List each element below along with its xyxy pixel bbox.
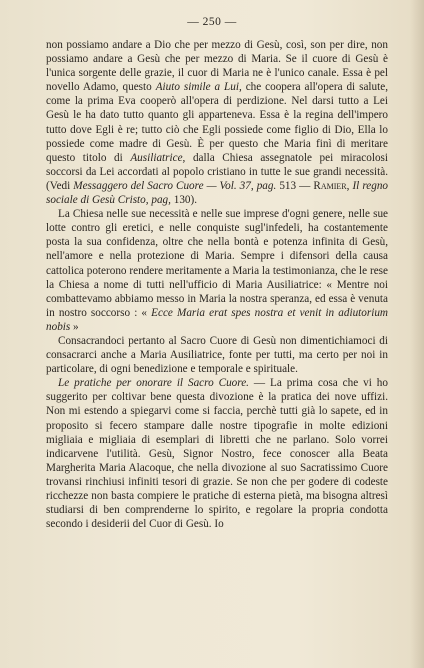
text-run: » xyxy=(70,320,79,333)
text-run: dalla Chiesa assegnatole pei miracolosi soccorsi da Lei accordati al popolo cristiano in tutte le sue grandi necessità. (Vedi xyxy=(46,151,389,192)
text-run: che coopera all'opera di salute, come la prima Eva cooperò all'opera di perdizione. Nel darsi tutto a Lei Gesù le ha dato tutto quanto gli apparteneva. Essa è la regina dell'impero tutto dove Egli è re; tutto ciò che Egli possiede come figlio di Dio, Ella lo possiede come madre di Gesù. È per questo che Maria finì di meritare questo titolo di xyxy=(46,81,388,164)
paragraph xyxy=(46,376,388,531)
text-run: , xyxy=(346,179,353,192)
text-run: non possiamo andare a Dio che per mezzo di Gesù, così, son per dire, non possiamo andare a Gesù che per mezzo di Maria. Se il cuore di Gesù è l'unica sorgente delle grazie, il cuor di Maria ne è l'unico canale. Essa è pel novello Adamo, questo xyxy=(46,39,388,94)
paragraph xyxy=(46,207,388,334)
text-run: 130). xyxy=(170,194,198,207)
paragraph xyxy=(46,334,388,376)
italic-run: Ecce Maria erat spes nostra et venit in adiutorium nobis xyxy=(46,306,388,333)
text-run: 513 — xyxy=(276,179,314,192)
italic-run: Ausiliatrice, xyxy=(130,151,186,164)
italic-run: Aiuto simile a Lui, xyxy=(155,81,242,94)
italic-run: Messaggero del Sacro Cuore — Vol. 37, pag. xyxy=(73,179,277,192)
italic-run: Il regno sociale di Gesù Cristo, pag, xyxy=(46,179,389,207)
paragraph xyxy=(46,38,388,207)
italic-run: Le pratiche per onorare il Sacro Cuore. xyxy=(58,377,249,390)
author-name: Ramier xyxy=(313,179,347,192)
text-run: Consacrandoci pertanto al Sacro Cuore di Gesù non dimentichiamoci di consacrarci anche a Maria Ausiliatrice, fonte per tutti, ma certo per noi in particolare, di ogni benedizione e temporale e spirituale. xyxy=(46,334,388,376)
text-run: — La prima cosa che vi ho suggerito per coltivar bene questa divozione è la pratica dei nove uffizi. Non mi estendo a spiegarvi come si faccia, perchè tutti già lo sapete, ed in proposito si fecero stampare dalle nostre tipografie in molte edizioni migliaia e migliaia di esemplari di libretti che ne parlano. Solo vorrei indicarvene l'utilità. Gesù, Signor Nostro, fece conoscer alla Beata Margherita Maria Alacoque, che nella divozione al suo Sacratissimo Cuore trovansi rinchiusi infiniti tesori di grazie. Se non che per godere di codeste ricchezze non basta compiere le pratiche di esterna pietà, ma bisogna altresì studiarsi di ben comprenderne lo spirito, e regolare la propria condotta secondo i desiderii del Cuor di Gesù. Io xyxy=(46,377,388,531)
page-edge-shadow xyxy=(410,0,424,668)
text-run: La Chiesa nelle sue necessità e nelle sue imprese d'ogni genere, nelle sue lotte contro gli eretici, e nelle conquiste sugl'infedeli, ha costantemente posta la sua confidenza, oltre che nella bontà e potenza infinita di Gesù, nell'amore e nella protezione di Maria. Sempre i difensori della causa cattolica poterono rendere meritamente a Maria la testimonianza, che le rese la Chiesa a nome di tutti nell'ufficio di Maria Ausiliatrice: « Mentre noi combattevamo abbiamo messo in Maria la nostra speranza, ed essa è venuta in nostro soccorso : « xyxy=(46,208,388,319)
page-number: — 250 — xyxy=(187,16,237,28)
body-text xyxy=(46,38,388,531)
